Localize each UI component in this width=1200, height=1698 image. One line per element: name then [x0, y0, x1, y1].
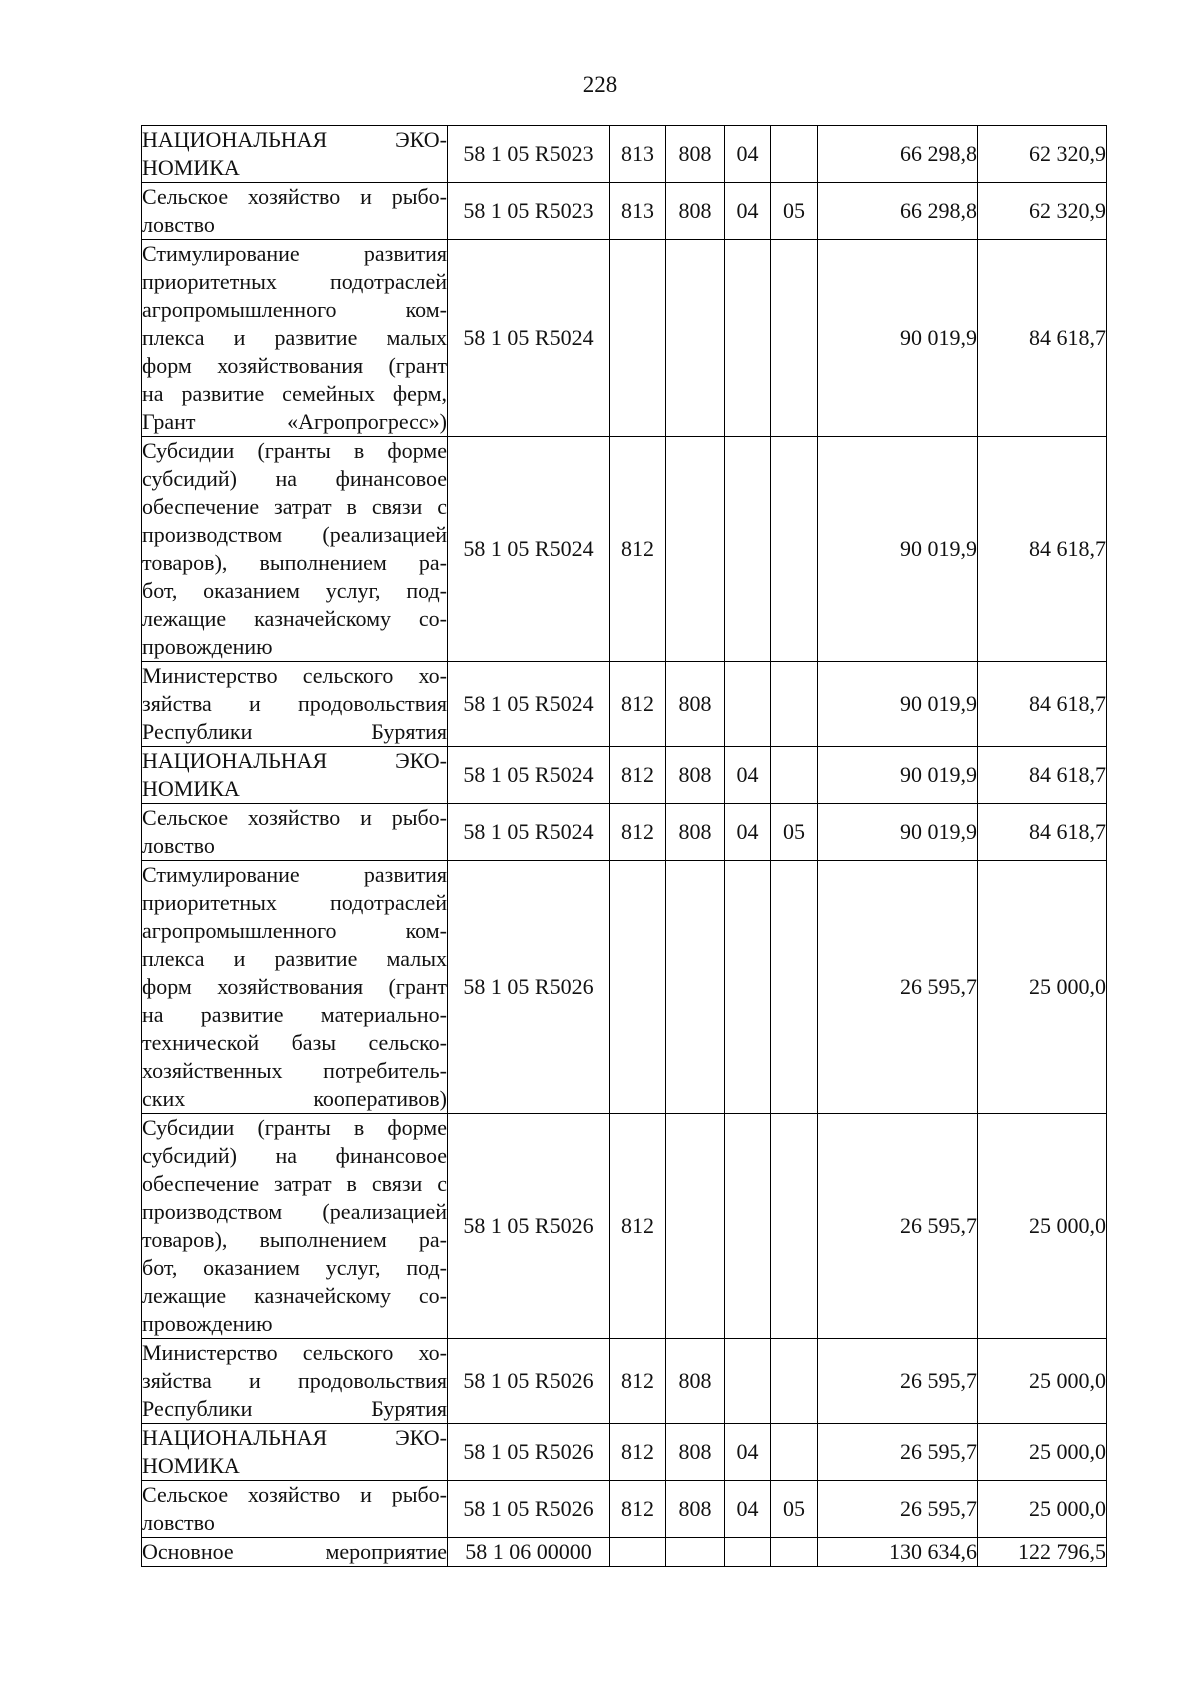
- item-name-line: на развитие материально-: [142, 1002, 447, 1027]
- amount-year1-cell: 90 019,9: [818, 747, 978, 804]
- ministry-code-cell: 808: [666, 1481, 725, 1538]
- section-cell: 04: [725, 747, 771, 804]
- budget-table: [141, 125, 1107, 1567]
- item-name-cell: [142, 1339, 448, 1424]
- table-row: [142, 1114, 1107, 1339]
- amount-year1-cell: 66 298,8: [818, 183, 978, 240]
- item-name-line: провождению: [142, 634, 273, 659]
- expense-type-cell: 812: [610, 804, 666, 861]
- item-name-line: зяйства и продовольствия: [142, 1368, 447, 1393]
- expense-type-cell: 812: [610, 1481, 666, 1538]
- item-name-cell: [142, 1114, 448, 1339]
- ministry-code-cell: 808: [666, 183, 725, 240]
- subsection-cell: [771, 662, 818, 747]
- section-cell: [725, 1339, 771, 1424]
- item-name-line: обеспечение затрат в связи с: [142, 1171, 447, 1196]
- item-name-line: Субсидии (гранты в форме: [142, 1115, 447, 1140]
- expense-type-cell: [610, 1538, 666, 1567]
- budget-table-body: [142, 126, 1107, 1567]
- expense-type-cell: 812: [610, 747, 666, 804]
- target-article-cell: 58 1 05 R5023: [448, 126, 610, 183]
- item-name-line: производством (реализацией: [142, 522, 447, 547]
- expense-type-cell: [610, 861, 666, 1114]
- section-cell: [725, 861, 771, 1114]
- table-row: [142, 183, 1107, 240]
- expense-type-cell: 812: [610, 1424, 666, 1481]
- amount-year1-cell: 26 595,7: [818, 1114, 978, 1339]
- item-name-line: Министерство сельского хо-: [142, 663, 447, 688]
- item-name-line: НОМИКА: [142, 155, 240, 180]
- target-article-cell: 58 1 05 R5024: [448, 747, 610, 804]
- subsection-cell: [771, 1538, 818, 1567]
- table-row: [142, 437, 1107, 662]
- item-name-line: товаров), выполнением ра-: [142, 550, 447, 575]
- ministry-code-cell: [666, 437, 725, 662]
- item-name-line: Грант «Агропрогресс»): [142, 409, 447, 434]
- amount-year1-cell: 66 298,8: [818, 126, 978, 183]
- amount-year2-cell: 122 796,5: [978, 1538, 1107, 1567]
- amount-year2-cell: 25 000,0: [978, 1424, 1107, 1481]
- subsection-cell: [771, 861, 818, 1114]
- subsection-cell: 05: [771, 1481, 818, 1538]
- target-article-cell: 58 1 05 R5023: [448, 183, 610, 240]
- item-name-line: Стимулирование развития: [142, 862, 447, 887]
- item-name-line: обеспечение затрат в связи с: [142, 494, 447, 519]
- ministry-code-cell: 808: [666, 804, 725, 861]
- item-name-cell: [142, 747, 448, 804]
- expense-type-cell: 812: [610, 437, 666, 662]
- amount-year2-cell: 62 320,9: [978, 183, 1107, 240]
- item-name-cell: [142, 861, 448, 1114]
- table-row: [142, 662, 1107, 747]
- section-cell: [725, 437, 771, 662]
- item-name-line: агропромышленного ком-: [142, 918, 447, 943]
- item-name-line: бот, оказанием услуг, под-: [142, 578, 447, 603]
- amount-year1-cell: 26 595,7: [818, 1481, 978, 1538]
- item-name-cell: [142, 240, 448, 437]
- amount-year2-cell: 25 000,0: [978, 1481, 1107, 1538]
- subsection-cell: [771, 240, 818, 437]
- section-cell: 04: [725, 1481, 771, 1538]
- item-name-line: товаров), выполнением ра-: [142, 1227, 447, 1252]
- ministry-code-cell: [666, 861, 725, 1114]
- item-name-line: плекса и развитие малых: [142, 946, 447, 971]
- subsection-cell: 05: [771, 183, 818, 240]
- item-name-line: ских кооперативов): [142, 1086, 447, 1111]
- target-article-cell: 58 1 05 R5024: [448, 662, 610, 747]
- ministry-code-cell: 808: [666, 1424, 725, 1481]
- item-name-line: производством (реализацией: [142, 1199, 447, 1224]
- target-article-cell: 58 1 06 00000: [448, 1538, 610, 1567]
- item-name-line: на развитие семейных ферм,: [142, 381, 447, 406]
- item-name-cell: [142, 126, 448, 183]
- target-article-cell: 58 1 05 R5026: [448, 1339, 610, 1424]
- amount-year1-cell: 26 595,7: [818, 861, 978, 1114]
- item-name-line: НОМИКА: [142, 776, 240, 801]
- item-name-line: приоритетных подотраслей: [142, 269, 447, 294]
- item-name-line: Республики Бурятия: [142, 719, 447, 744]
- ministry-code-cell: 808: [666, 126, 725, 183]
- ministry-code-cell: [666, 1538, 725, 1567]
- item-name-line: зяйства и продовольствия: [142, 691, 447, 716]
- amount-year1-cell: 26 595,7: [818, 1339, 978, 1424]
- section-cell: [725, 240, 771, 437]
- section-cell: 04: [725, 1424, 771, 1481]
- amount-year2-cell: 84 618,7: [978, 437, 1107, 662]
- expense-type-cell: 812: [610, 1339, 666, 1424]
- amount-year2-cell: 84 618,7: [978, 804, 1107, 861]
- item-name-line: хозяйственных потребитель-: [142, 1058, 447, 1083]
- item-name-cell: [142, 1538, 448, 1567]
- subsection-cell: [771, 126, 818, 183]
- item-name-line: агропромышленного ком-: [142, 297, 447, 322]
- ministry-code-cell: [666, 1114, 725, 1339]
- expense-type-cell: 813: [610, 126, 666, 183]
- section-cell: [725, 662, 771, 747]
- item-name-line: субсидий) на финансовое: [142, 466, 447, 491]
- table-row: [142, 747, 1107, 804]
- item-name-line: ловство: [142, 833, 215, 858]
- table-row: [142, 1339, 1107, 1424]
- item-name-line: Сельское хозяйство и рыбо-: [142, 184, 447, 209]
- subsection-cell: 05: [771, 804, 818, 861]
- subsection-cell: [771, 1424, 818, 1481]
- item-name-line: плекса и развитие малых: [142, 325, 447, 350]
- subsection-cell: [771, 1339, 818, 1424]
- item-name-cell: [142, 437, 448, 662]
- item-name-line: технической базы сельско-: [142, 1030, 447, 1055]
- target-article-cell: 58 1 05 R5026: [448, 1481, 610, 1538]
- item-name-cell: [142, 183, 448, 240]
- amount-year1-cell: 90 019,9: [818, 437, 978, 662]
- amount-year1-cell: 26 595,7: [818, 1424, 978, 1481]
- section-cell: 04: [725, 126, 771, 183]
- item-name-line: лежащие казначейскому со-: [142, 606, 447, 631]
- ministry-code-cell: [666, 240, 725, 437]
- item-name-line: провождению: [142, 1311, 273, 1336]
- table-row: [142, 240, 1107, 437]
- item-name-line: Основное мероприятие: [142, 1539, 447, 1564]
- section-cell: 04: [725, 804, 771, 861]
- item-name-line: Сельское хозяйство и рыбо-: [142, 1482, 447, 1507]
- page-number: 228: [582, 72, 618, 97]
- expense-type-cell: 812: [610, 1114, 666, 1339]
- section-cell: [725, 1538, 771, 1567]
- subsection-cell: [771, 747, 818, 804]
- table-row: [142, 1538, 1107, 1567]
- item-name-line: приоритетных подотраслей: [142, 890, 447, 915]
- item-name-line: НАЦИОНАЛЬНАЯ ЭКО-: [142, 748, 447, 773]
- subsection-cell: [771, 1114, 818, 1339]
- target-article-cell: 58 1 05 R5024: [448, 437, 610, 662]
- item-name-cell: [142, 1481, 448, 1538]
- item-name-line: Сельское хозяйство и рыбо-: [142, 805, 447, 830]
- target-article-cell: 58 1 05 R5026: [448, 861, 610, 1114]
- item-name-line: Республики Бурятия: [142, 1396, 447, 1421]
- target-article-cell: 58 1 05 R5026: [448, 1424, 610, 1481]
- target-article-cell: 58 1 05 R5024: [448, 804, 610, 861]
- item-name-line: НАЦИОНАЛЬНАЯ ЭКО-: [142, 1425, 447, 1450]
- amount-year2-cell: 25 000,0: [978, 1339, 1107, 1424]
- amount-year2-cell: 62 320,9: [978, 126, 1107, 183]
- ministry-code-cell: 808: [666, 747, 725, 804]
- section-cell: 04: [725, 183, 771, 240]
- item-name-line: лежащие казначейскому со-: [142, 1283, 447, 1308]
- item-name-line: Стимулирование развития: [142, 241, 447, 266]
- amount-year1-cell: 130 634,6: [818, 1538, 978, 1567]
- section-cell: [725, 1114, 771, 1339]
- amount-year1-cell: 90 019,9: [818, 240, 978, 437]
- target-article-cell: 58 1 05 R5026: [448, 1114, 610, 1339]
- amount-year2-cell: 84 618,7: [978, 240, 1107, 437]
- ministry-code-cell: 808: [666, 662, 725, 747]
- item-name-line: НОМИКА: [142, 1453, 240, 1478]
- amount-year1-cell: 90 019,9: [818, 662, 978, 747]
- item-name-cell: [142, 804, 448, 861]
- table-row: [142, 804, 1107, 861]
- table-row: [142, 1481, 1107, 1538]
- table-row: [142, 126, 1107, 183]
- subsection-cell: [771, 437, 818, 662]
- expense-type-cell: 812: [610, 662, 666, 747]
- item-name-line: Субсидии (гранты в форме: [142, 438, 447, 463]
- item-name-line: бот, оказанием услуг, под-: [142, 1255, 447, 1280]
- table-row: [142, 1424, 1107, 1481]
- target-article-cell: 58 1 05 R5024: [448, 240, 610, 437]
- item-name-line: субсидий) на финансовое: [142, 1143, 447, 1168]
- item-name-line: Министерство сельского хо-: [142, 1340, 447, 1365]
- item-name-line: ловство: [142, 212, 215, 237]
- item-name-line: НАЦИОНАЛЬНАЯ ЭКО-: [142, 127, 447, 152]
- item-name-line: форм хозяйствования (грант: [142, 353, 447, 378]
- item-name-line: форм хозяйствования (грант: [142, 974, 447, 999]
- amount-year1-cell: 90 019,9: [818, 804, 978, 861]
- item-name-cell: [142, 662, 448, 747]
- amount-year2-cell: 25 000,0: [978, 1114, 1107, 1339]
- amount-year2-cell: 84 618,7: [978, 662, 1107, 747]
- ministry-code-cell: 808: [666, 1339, 725, 1424]
- item-name-line: ловство: [142, 1510, 215, 1535]
- table-row: [142, 861, 1107, 1114]
- expense-type-cell: [610, 240, 666, 437]
- item-name-cell: [142, 1424, 448, 1481]
- amount-year2-cell: 25 000,0: [978, 861, 1107, 1114]
- amount-year2-cell: 84 618,7: [978, 747, 1107, 804]
- expense-type-cell: 813: [610, 183, 666, 240]
